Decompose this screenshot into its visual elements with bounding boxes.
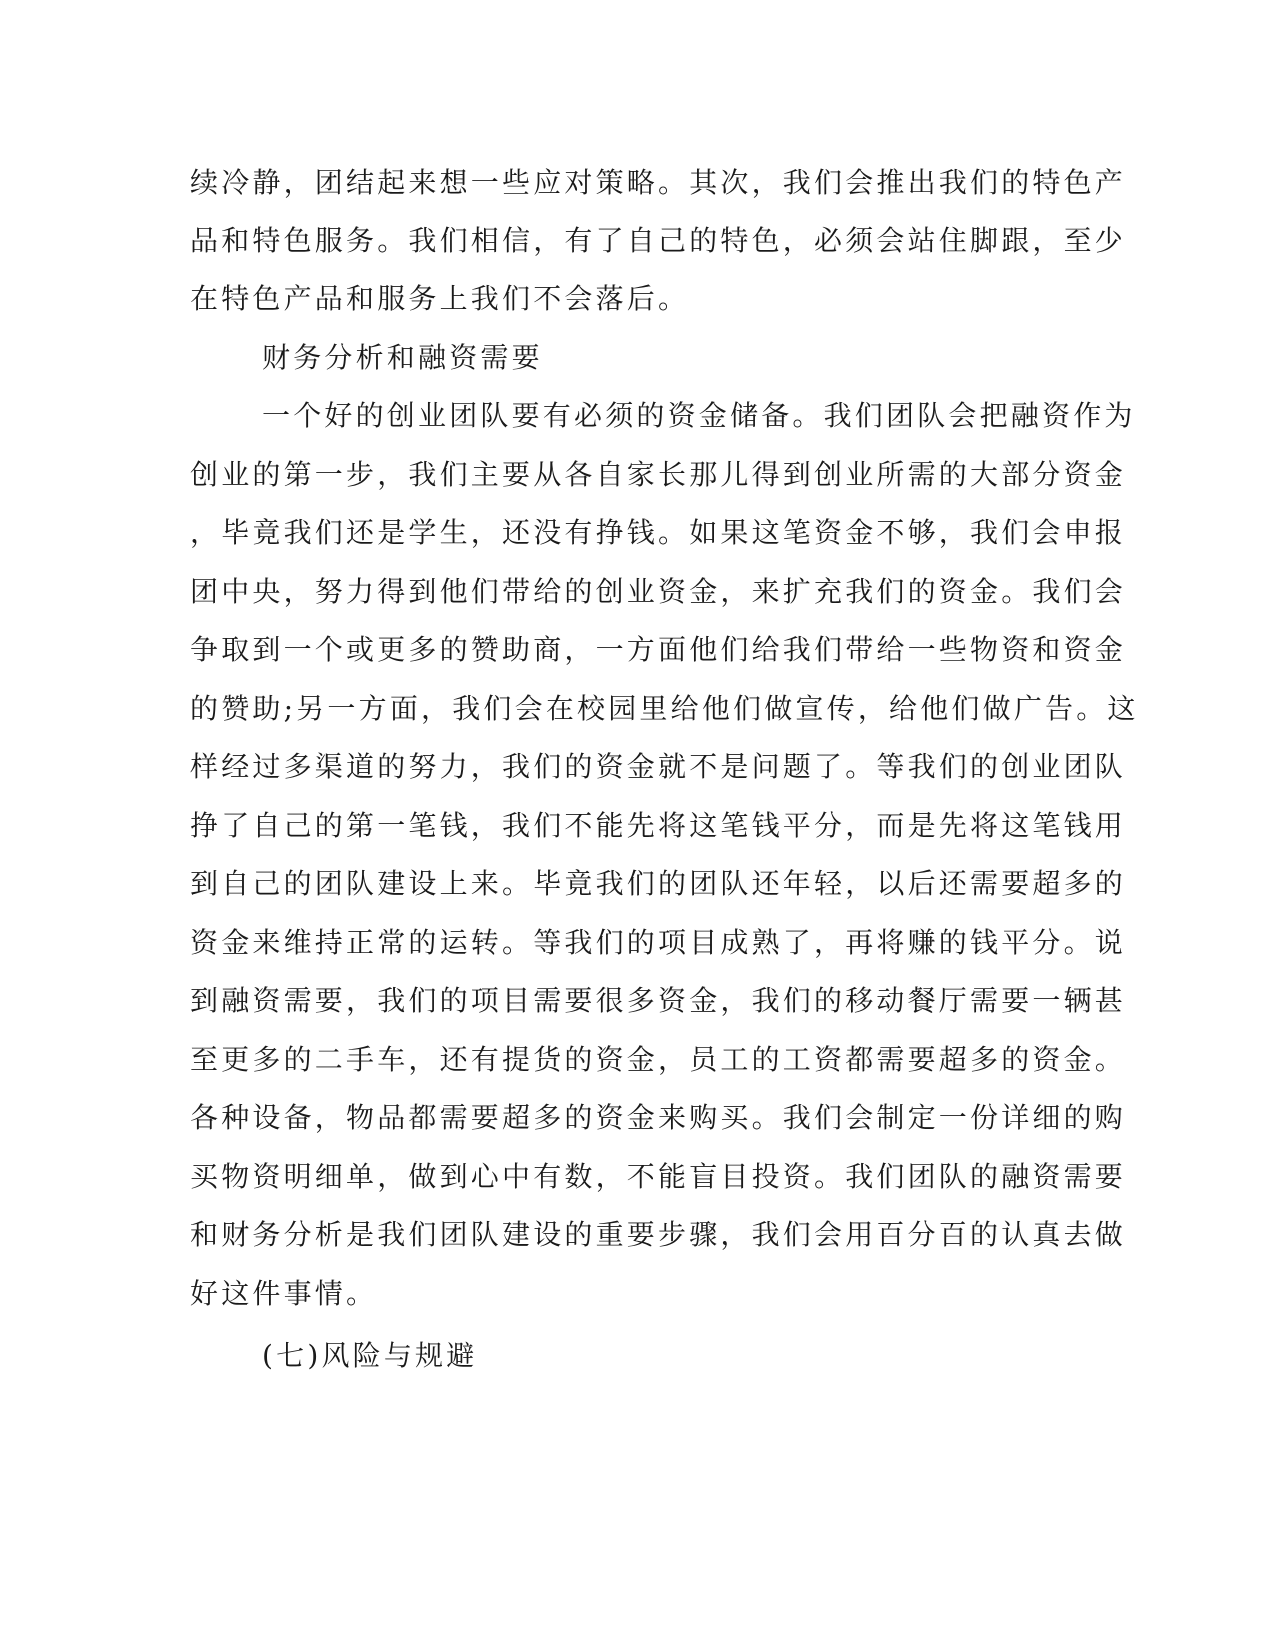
text-line-18: 买物资明细单，做到心中有数，不能盲目投资。我们团队的融资需要 <box>190 1160 1127 1193</box>
text-line-15: 到融资需要，我们的项目需要很多资金，我们的移动餐厅需要一辆甚 <box>190 984 1127 1017</box>
text-line-8: 团中央，努力得到他们带给的创业资金，来扩充我们的资金。我们会 <box>190 575 1127 608</box>
section-heading-risk: (七)风险与规避 <box>262 1339 478 1372</box>
text-line-2: 品和特色服务。我们相信，有了自己的特色，必须会站住脚跟，至少 <box>190 224 1127 257</box>
text-line-19: 和财务分析是我们团队建设的重要步骤，我们会用百分百的认真去做 <box>190 1218 1127 1251</box>
text-line-12: 挣了自己的第一笔钱，我们不能先将这笔钱平分，而是先将这笔钱用 <box>190 809 1127 842</box>
text-line-11: 样经过多渠道的努力，我们的资金就不是问题了。等我们的创业团队 <box>190 750 1127 783</box>
text-line-5: 一个好的创业团队要有必须的资金储备。我们团队会把融资作为 <box>262 399 1136 432</box>
text-line-17: 各种设备，物品都需要超多的资金来购买。我们会制定一份详细的购 <box>190 1101 1127 1134</box>
text-line-14: 资金来维持正常的运转。等我们的项目成熟了，再将赚的钱平分。说 <box>190 926 1127 959</box>
text-line-9: 争取到一个或更多的赞助商，一方面他们给我们带给一些物资和资金 <box>190 633 1127 666</box>
section-heading-finance: 财务分析和融资需要 <box>262 341 543 374</box>
text-line-10: 的赞助;另一方面，我们会在校园里给他们做宣传，给他们做广告。这 <box>190 692 1139 725</box>
text-line-3: 在特色产品和服务上我们不会落后。 <box>190 282 690 315</box>
text-line-6: 创业的第一步，我们主要从各自家长那儿得到创业所需的大部分资金 <box>190 458 1127 491</box>
text-line-1: 续冷静，团结起来想一些应对策略。其次，我们会推出我们的特色产 <box>190 166 1127 199</box>
text-line-13: 到自己的团队建设上来。毕竟我们的团队还年轻，以后还需要超多的 <box>190 867 1127 900</box>
text-line-7: ，毕竟我们还是学生，还没有挣钱。如果这笔资金不够，我们会申报 <box>190 516 1127 549</box>
text-line-20: 好这件事情。 <box>190 1277 378 1310</box>
text-line-16: 至更多的二手车，还有提货的资金，员工的工资都需要超多的资金。 <box>190 1043 1127 1076</box>
